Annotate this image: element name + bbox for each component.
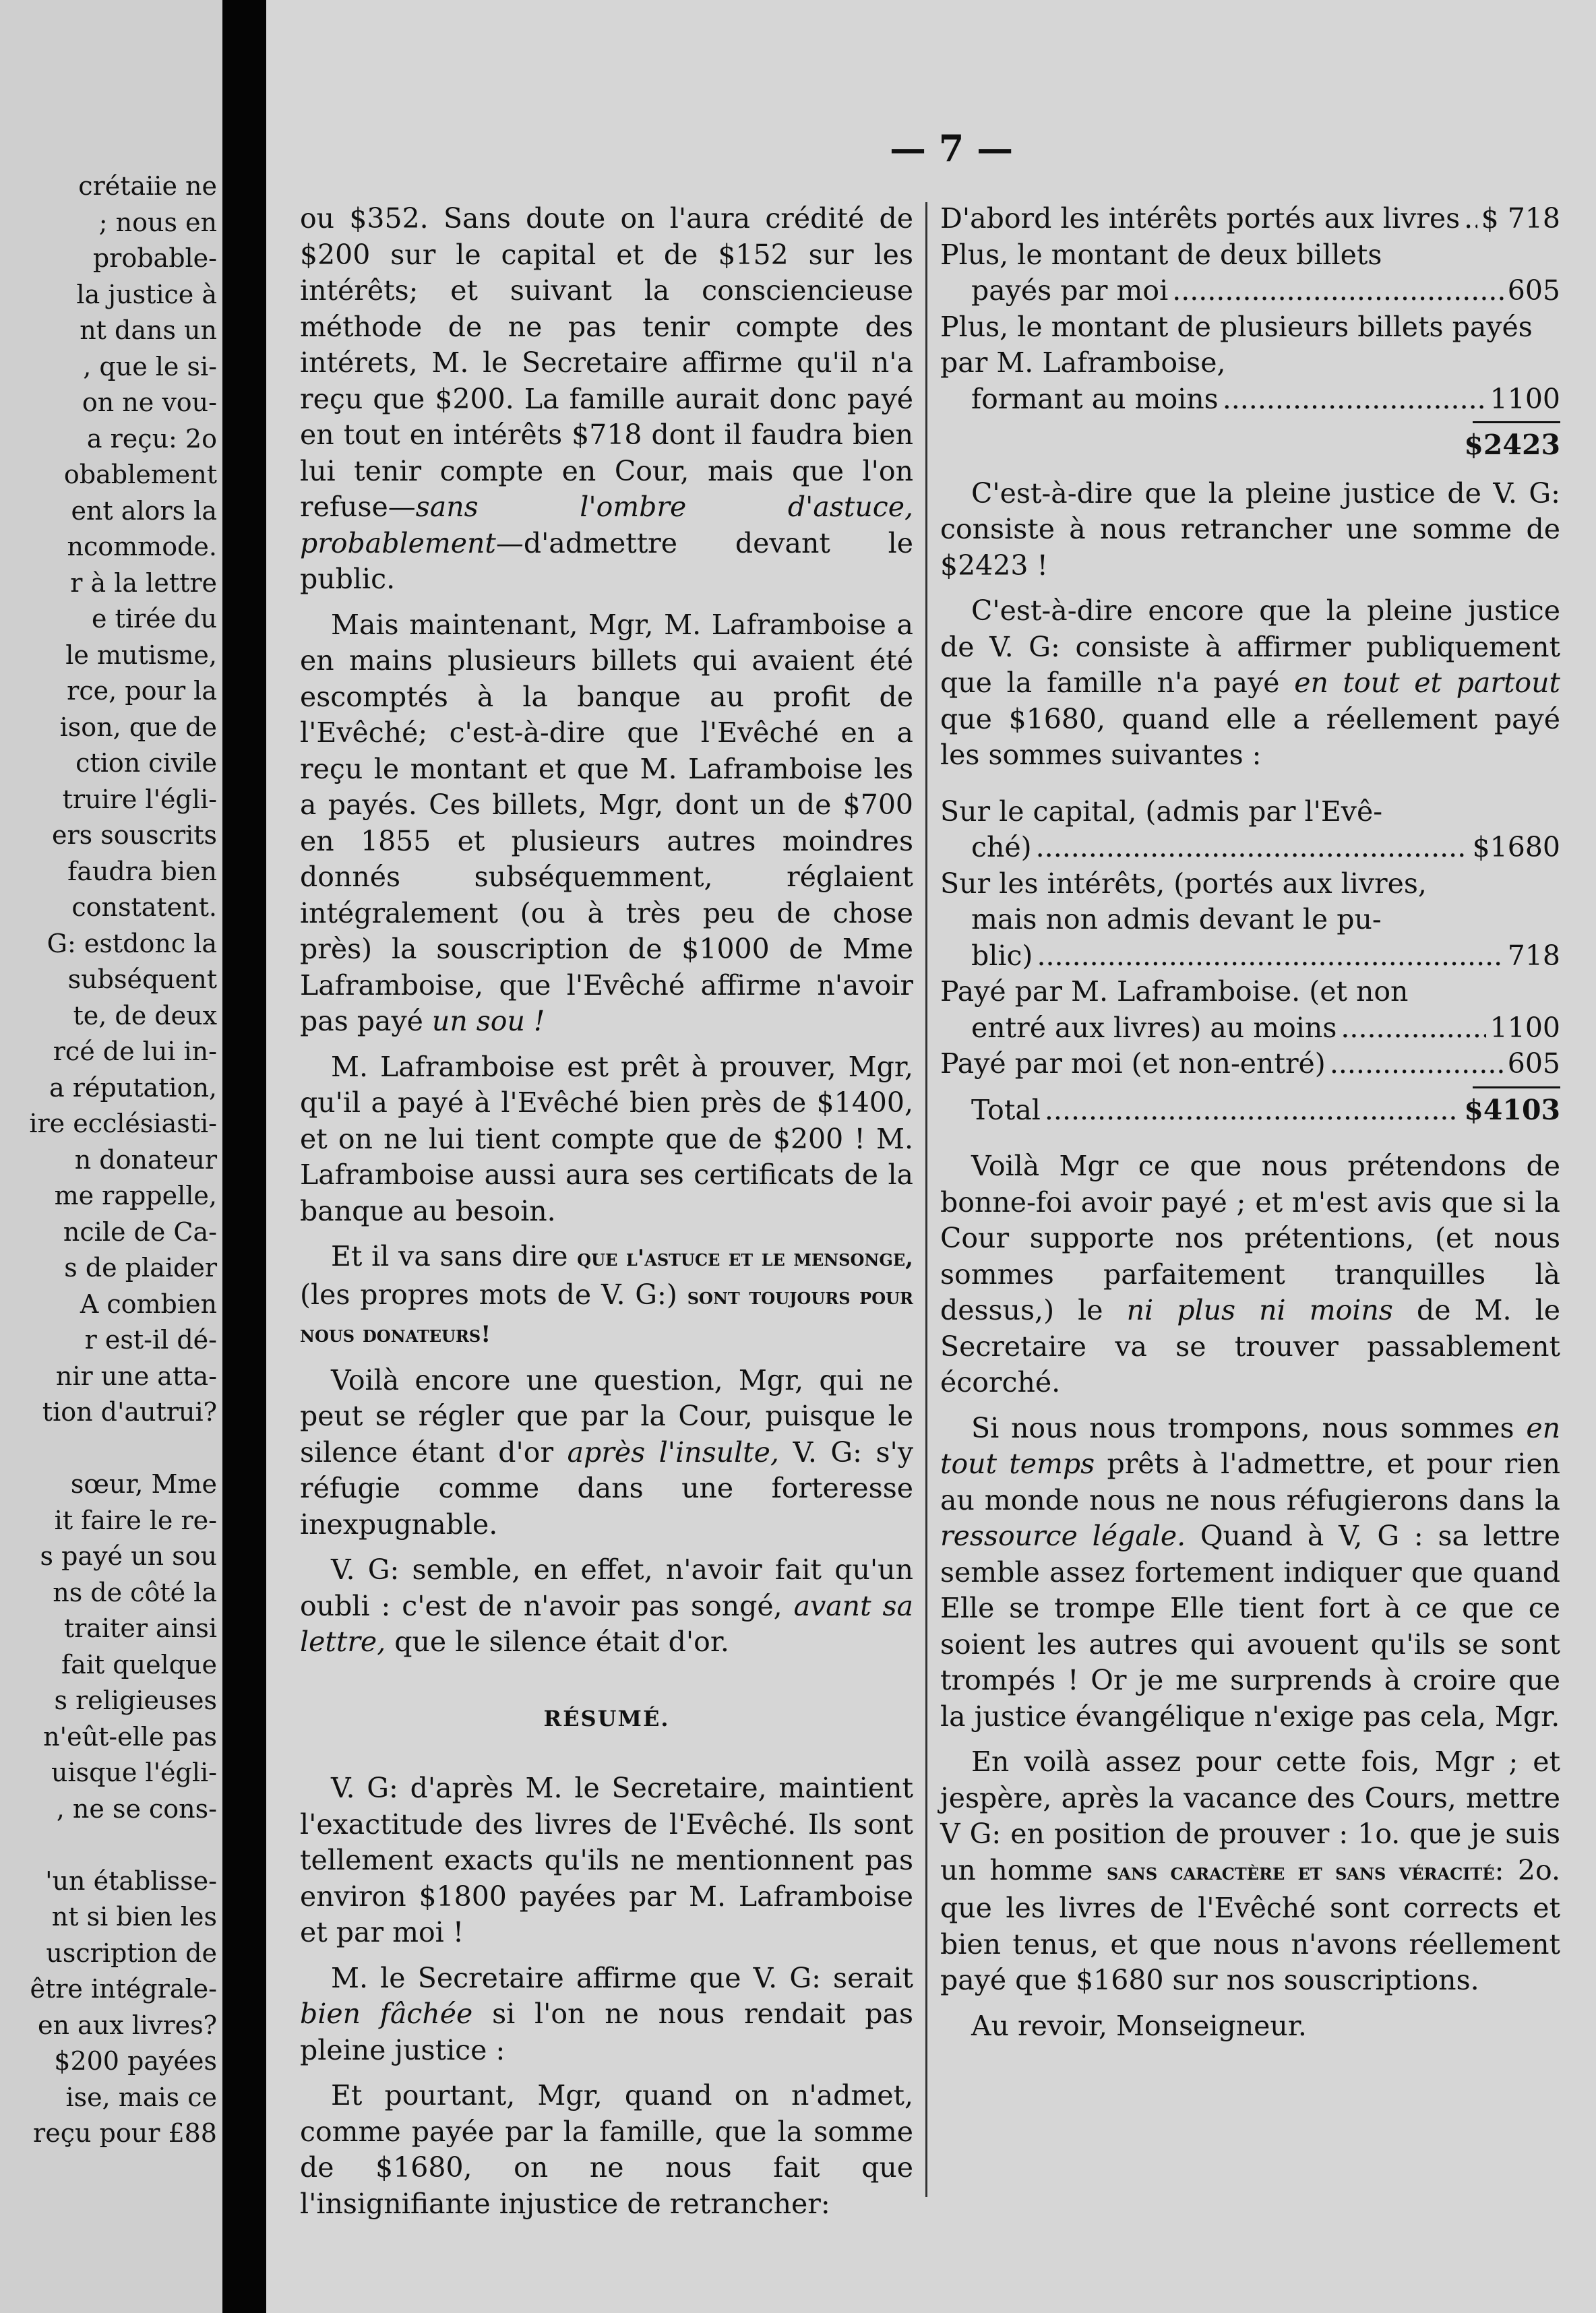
ledger-row: ché) ..... $1680 xyxy=(940,830,1560,866)
fragment-line: rcé de lui in- xyxy=(53,1037,217,1066)
ledger-row: Sur le capital, (admis par l'Evê- xyxy=(940,795,1383,828)
paragraph: Et pourtant, Mgr, quand on n'admet, comme payée par la famille, que la somme de $1680, on ne nous fait que l'insignifiante injustice de retrancher: xyxy=(300,2079,913,2220)
fragment-line: ise, mais ce xyxy=(65,2082,217,2112)
fragment-line: ent alors la xyxy=(71,495,217,526)
fragment-line: reçu pour £88 xyxy=(33,2118,217,2148)
page xyxy=(266,0,1596,2313)
fragment-line: ns de côté la xyxy=(53,1577,217,1607)
fragment-line: crétaiie ne xyxy=(78,171,217,201)
ledger-row: D'abord les intérêts portés aux livres ..... $ 718 xyxy=(940,201,1560,237)
fragment-line: A combien xyxy=(80,1289,217,1319)
fragment-line: ction civile xyxy=(75,748,217,778)
paragraph: Mais maintenant, Mgr, M. Laframboise a en mains plusieurs billets qui avaient été escomptés à la banque au profit de l'Evêché; c'est-à-dire que l'Evêché en a reçu le montant et que M. Laframboise les a payés. Ces billets, Mgr, dont un de $700 en 1855 et plusieurs autres moindres donnés subséquemment, réglaient intégralement (ou à très peu de chose près) la souscription de $1000 de Mme Laframboise, que l'Evêché affirme n'avoir pas payé un sou ! xyxy=(300,608,913,1037)
fragment-line: G: estdonc la xyxy=(47,928,217,958)
ledger-first xyxy=(940,201,1560,464)
column-divider xyxy=(925,202,927,2197)
paragraph: C'est-à-dire que la pleine justice de V. G: consiste à nous retrancher une somme de $2423 ! xyxy=(940,476,1560,582)
fragment-line: , que le si- xyxy=(83,351,217,381)
paragraph: V. G: semble, en effet, n'avoir fait qu'un oubli : c'est de n'avoir pas songé, avant sa lettre, que le silence était d'or. xyxy=(300,1553,913,1658)
fragment-line: te, de deux xyxy=(73,1000,217,1030)
fragment-line: rce, pour la xyxy=(67,676,217,706)
fragment-line: a réputation, xyxy=(49,1072,217,1103)
fragment-line: ison, que de xyxy=(59,712,217,742)
ledger-row: Plus, le montant de plusieurs billets payés par M. Laframboise, xyxy=(940,310,1533,379)
fragment-line: en aux livres? xyxy=(38,2010,217,2040)
fragment-line: e tirée du xyxy=(91,604,217,634)
fragment-line: constatent. xyxy=(71,892,217,922)
fragment-line: probable- xyxy=(92,243,217,273)
ledger-row: mais non admis devant le pu- xyxy=(971,903,1382,935)
fragment-line: r à la lettre xyxy=(70,567,217,598)
ledger-row: entré aux livres) au moins ..... 1100 xyxy=(940,1010,1560,1047)
paragraph: C'est-à-dire encore que la pleine justice de V. G: consiste à affirmer publiquement que la famille n'a payé en tout et partout que $1680, quand elle a réellement payé les sommes suivantes : xyxy=(940,594,1560,771)
fragment-line: ncile de Ca- xyxy=(63,1216,217,1247)
fragment-line: tion d'autrui? xyxy=(42,1397,217,1427)
ledger-second xyxy=(940,794,1560,1129)
fragment-line: truire l'égli- xyxy=(62,784,217,814)
paragraph: Et il va sans dire que l'astuce et le mensonge, (les propres mots de V. G:) sont toujours pour nous donateurs! xyxy=(300,1240,913,1348)
fragment-line: me rappelle, xyxy=(54,1181,217,1210)
fragment-line: it faire le re- xyxy=(54,1505,217,1535)
fragment-line: s payé un sou xyxy=(40,1541,217,1571)
paragraph: ou $352. Sans doute on l'aura crédité de $200 sur le capital et de $152 sur les intérêts; et suivant la consciencieuse méthode de ne pas tenir compte des intérets, M. le Secretaire affirme qu'il n'a reçu que $200. La famille aurait donc payé en tout en intérêts $718 dont il faudra bien lui tenir compte en Cour, mais que l'on refuse—sans l'ombre d'astuce, probablement—d'admettre devant le public. xyxy=(300,202,913,595)
ledger-total: $2423 xyxy=(1464,429,1560,461)
fragment-line: ncommode. xyxy=(67,532,217,561)
paragraph: Voilà encore une question, Mgr, qui ne peut se régler que par la Cour, puisque le silence étant d'or après l'insulte, V. G: s'y réfugie comme dans une forteresse inexpugnable. xyxy=(300,1363,913,1541)
fragment-line: sœur, Mme xyxy=(70,1469,217,1499)
ledger-row: Sur les intérêts, (portés aux livres, xyxy=(940,867,1427,900)
sum-rule xyxy=(1473,1086,1560,1088)
fragment-line: faudra bien xyxy=(67,856,217,886)
fragment-line: s religieuses xyxy=(54,1686,217,1715)
fragment-line: s de plaider xyxy=(64,1253,217,1283)
fragment-line: obablement xyxy=(63,460,217,489)
fragment-line: subséquent xyxy=(67,964,217,994)
fragment-line: être intégrale- xyxy=(30,1974,217,2004)
paragraph: M. le Secretaire affirme que V. G: serait bien fâchée si l'on ne nous rendait pas pleine justice : xyxy=(300,1961,913,2066)
paragraph: Si nous nous trompons, nous sommes en tout temps prêts à l'admettre, et pour rien au monde nous ne nous réfugierons dans la ressource légale. Quand à V, G : sa lettre semble assez fortement indiquer que quand Elle se trompe Elle tient fort à ce que ce soient les autres qui avouent qu'ils se sont trompés ! Or je me surprends à croire que la justice évangélique n'exige pas cela, Mgr. xyxy=(940,1411,1560,1733)
fragment-line: , ne se cons- xyxy=(56,1793,217,1824)
sum-rule xyxy=(1473,421,1560,423)
fragment-line: nt si bien les xyxy=(51,1902,217,1932)
section-heading: RÉSUMÉ. xyxy=(543,1705,670,1731)
paragraph: En voilà assez pour cette fois, Mgr ; et jespère, après la vacance des Cours, mettre V G: en position de prouver : 1o. que je suis un homme sans caractère et sans véracité: 2o. que les livres de l'Evêché sont corrects et bien tenus, et que nous n'avons réellement payé que $1680 sur nos souscriptions. xyxy=(940,1746,1560,1996)
fragment-line: on ne vou- xyxy=(82,388,217,417)
ledger-row: blic) ..... 718 xyxy=(940,938,1560,975)
fragment-line: la justice à xyxy=(76,279,217,309)
fragment-line: nir une atta- xyxy=(55,1361,217,1391)
closing: Au revoir, Monseigneur. xyxy=(971,2009,1307,2042)
fragment-line: uscription de xyxy=(46,1938,217,1968)
fragment-line: n donateur xyxy=(74,1144,217,1175)
paragraph: M. Laframboise est prêt à prouver, Mgr, qu'il a payé à l'Evêché bien près de $1400, et on ne lui tient compte que de $200 ! M. Laframboise aussi aura ses certificats de la banque au besoin. xyxy=(300,1050,913,1227)
ledger-row: Payé par M. Laframboise. (et non xyxy=(940,975,1409,1008)
fragment-line: ers souscrits xyxy=(52,820,217,850)
paragraph: V. G: d'après M. le Secretaire, maintient l'exactitude des livres de l'Evêché. Ils sont tellement exacts qu'ils ne mentionnent pas environ $1800 payées par M. Laframboise et par moi ! xyxy=(300,1772,913,1948)
ledger-total: Total ..... $4103 xyxy=(940,1092,1560,1129)
fragment-line: ; nous en xyxy=(98,207,217,237)
paragraph: Voilà Mgr ce que nous prétendons de bonne-foi avoir payé ; et m'est avis que si la Cour supporte nos prétentions, (et nous sommes parfaitement tranquilles là dessus,) le ni plus ni moins de M. le Secretaire va se trouver passablement écorché. xyxy=(940,1150,1561,1398)
fragment-line: r est-il dé- xyxy=(84,1325,217,1355)
ledger-row: payés par moi ..... 605 xyxy=(940,273,1560,309)
fragment-line: uisque l'égli- xyxy=(51,1758,217,1787)
fragment-line: nt dans un xyxy=(80,315,217,345)
fragment-line: traiter ainsi xyxy=(63,1613,217,1643)
fragment-line: fait quelque xyxy=(61,1649,217,1679)
fragment-line: a reçu: 2o xyxy=(86,423,217,454)
fragment-line: $200 payées xyxy=(54,2046,217,2076)
ledger-row: Payé par moi (et non-entré) ..... 605 xyxy=(940,1046,1560,1082)
fragment-line: 'un établisse- xyxy=(45,1865,217,1896)
fragment-line: n'eût-elle pas xyxy=(43,1721,217,1752)
adjacent-page-fragment xyxy=(0,0,222,2313)
fragment-line: ire ecclésiasti- xyxy=(29,1109,217,1138)
right-column xyxy=(940,201,1560,2054)
ledger-row: formant au moins ..... 1100 xyxy=(940,381,1560,418)
page-number: — 7 — xyxy=(890,127,1014,170)
left-column xyxy=(300,201,913,2231)
fragment-line: le mutisme, xyxy=(65,640,217,670)
ledger-row: Plus, le montant de deux billets xyxy=(940,238,1382,271)
